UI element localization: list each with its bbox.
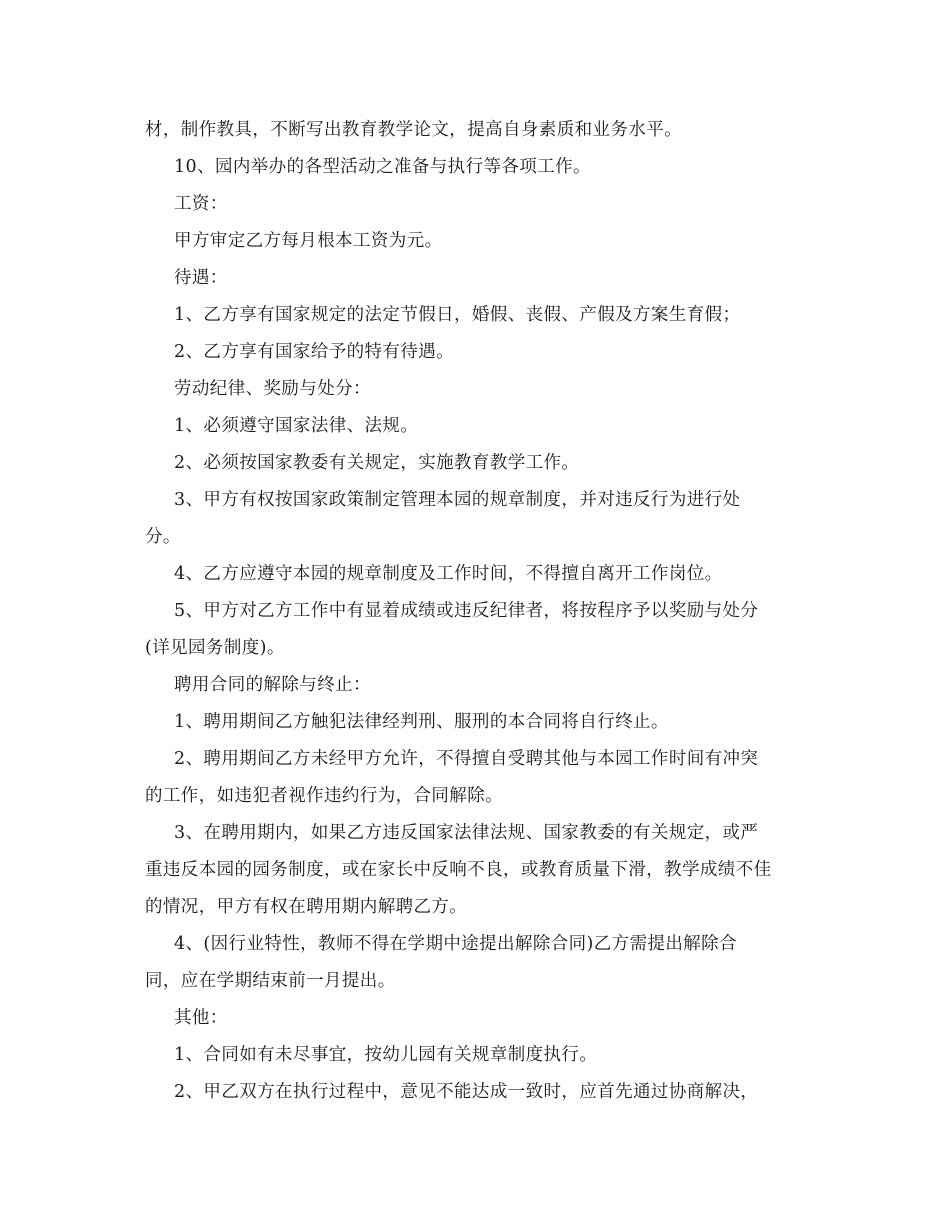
text-line: 1、乙方享有国家规定的法定节假日，婚假、丧假、产假及方案生育假；	[174, 305, 741, 325]
text-line: 1、必须遵守国家法律、法规。	[174, 416, 419, 436]
text-line: (详见园务制度)。	[145, 638, 285, 658]
text-line: 分。	[145, 527, 181, 547]
text-line: 2、乙方享有国家给予的特有待遇。	[174, 342, 455, 362]
text-line: 劳动纪律、奖励与处分：	[174, 379, 371, 399]
text-line: 1、合同如有未尽事宜，按幼儿园有关规章制度执行。	[174, 1045, 598, 1065]
text-line: 甲方审定乙方每月根本工资为元。	[174, 231, 443, 251]
text-line: 待遇：	[174, 268, 228, 288]
text-line: 3、甲方有权按国家政策制定管理本园的规章制度，并对违反行为进行处	[174, 490, 741, 510]
text-line: 3、在聘用期内，如果乙方违反国家法律法规、国家教委的有关规定，或严	[174, 823, 759, 843]
text-line: 聘用合同的解除与终止：	[174, 675, 371, 695]
document-body	[145, 112, 805, 1111]
text-line: 1、聘用期间乙方触犯法律经判刑、服刑的本合同将自行终止。	[174, 712, 669, 732]
text-line: 2、必须按国家教委有关规定，实施教育教学工作。	[174, 453, 580, 473]
text-line: 工资：	[174, 194, 228, 214]
text-line: 的情况，甲方有权在聘用期内解聘乙方。	[145, 897, 468, 917]
text-line: 2、甲乙双方在执行过程中，意见不能达成一致时，应首先通过协商解决，	[174, 1082, 759, 1102]
text-line: 2、聘用期间乙方未经甲方允许，不得擅自受聘其他与本园工作时间有冲突	[174, 749, 759, 769]
text-line: 10、园内举办的各型活动之准备与执行等各项工作。	[174, 157, 591, 177]
text-line: 其他：	[174, 1008, 228, 1028]
text-line: 的工作，如违犯者视作违约行为，合同解除。	[145, 786, 503, 806]
text-line: 4、(因行业特性，教师不得在学期中途提出解除合同)乙方需提出解除合	[174, 934, 737, 954]
text-line: 同，应在学期结束前一月提出。	[145, 971, 396, 991]
text-line: 5、甲方对乙方工作中有显着成绩或违反纪律者，将按程序予以奖励与处分	[174, 601, 759, 621]
text-line: 4、乙方应遵守本园的规章制度及工作时间，不得擅自离开工作岗位。	[174, 564, 723, 584]
text-line: 材，制作教具，不断写出教育教学论文，提高自身素质和业务水平。	[145, 120, 682, 140]
text-line: 重违反本园的园务制度，或在家长中反响不良，或教育质量下滑，教学成绩不佳	[145, 860, 772, 880]
